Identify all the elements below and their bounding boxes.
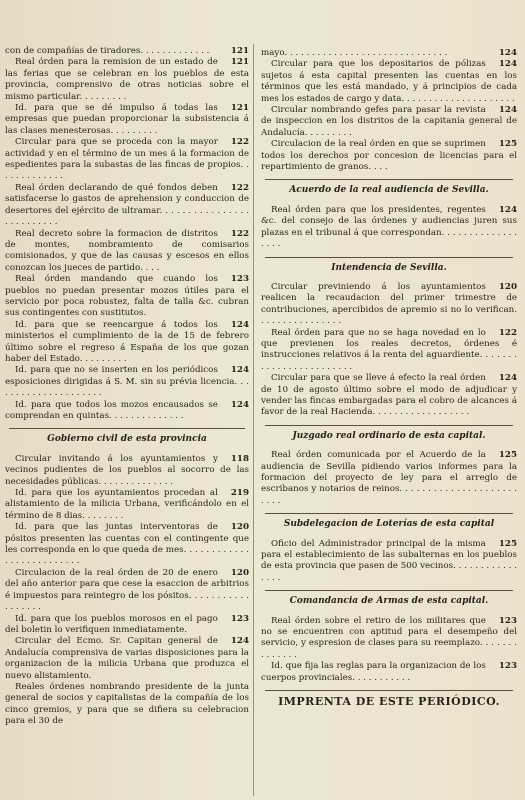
entry-text: Real órden sobre el retiro de los militares que no se encuentren con aptitud para el desempeño del servicio, y espresion de clases para su reemplazo. . . . . . . . . . . . . . <box>261 615 517 660</box>
section-rule <box>265 425 513 426</box>
index-entry <box>5 229 249 275</box>
heading-loterias: Subdelegacion de Loterías de esta capital <box>283 519 495 530</box>
page-number: 123 <box>230 274 249 285</box>
page-number: 122 <box>498 327 517 338</box>
entry-text: Id. para que se dé impulso á todas las empresas que puedan proporcionar la subsistencia á las clases menesterosas. . . . . . . . . <box>5 103 249 136</box>
index-entry <box>261 539 517 585</box>
entry-text: Circular para que los depositarios de pólizas sujetos á esta capital presenten las cuentas en los términos que les está mandado, y á principios de cada mes los estados de cargo y data. . . . . . . . . . . . . . . . . . . . . <box>261 59 517 104</box>
index-entry <box>5 682 249 728</box>
index-entry <box>5 488 249 522</box>
entry-text: Real órden mandando que cuando los pueblos no puedan presentar mozos útiles para el servicio por poca robustez, falta de talla &c. cubran sus contingentes con sustitutos. <box>5 274 249 319</box>
entry-text: Circulacion de la real órden en que se suprimen todos los derechos por concesion de licencias para el repartimiento de granos. . . . <box>261 139 517 173</box>
index-entry <box>5 103 249 137</box>
entry-text: Real órden declarando de qué fondos deben satisfacerse lo gastos de aprehension y conduccion de desertores del ejército de ultramar. . . . . . . . . . . . . . . . . . . . . . . . . . <box>5 182 249 228</box>
entry-text: Real órden comunicada por el Acuerdo de la audiencia de Sevilla pidiendo varios informes para la formacion del proyecto de ley para el arreglo de escribanos y notarios de reinos. . . . . . . . . . . . . . . . . . . . . . . . . <box>261 450 517 506</box>
page-number: 125 <box>498 139 517 150</box>
page-number: 121 <box>230 57 249 68</box>
index-entry <box>5 57 249 103</box>
index-entry <box>261 373 517 419</box>
page-number: 124 <box>230 365 249 376</box>
entry-text: Id. para que las juntas interventoras de pósitos presenten las cuentas con el contingente que les corresponda en lo que queda de mes. . . . . . . . . . . . . . . . . . . . . . . . . . <box>5 522 249 567</box>
column-divider <box>253 44 254 796</box>
page-number: 124 <box>230 636 249 647</box>
entry-text: Circular del Ecmo. Sr. Capitan general de Andalucía comprensiva de varias disposiciones para la organizacion de la milicia Urbana que produzca el nuevo alistamiento. <box>5 636 249 681</box>
entry-text: Id. que fija las reglas para la organizacion de los cuerpos provinciales. . . . . . . . . . . <box>261 661 486 683</box>
heading-intendencia: Intendencia de Sevilla. <box>331 262 447 273</box>
index-entry <box>261 105 517 139</box>
index-entry <box>5 137 249 183</box>
page-number: 124 <box>230 319 249 330</box>
index-entry <box>5 365 249 399</box>
index-entry <box>5 568 249 614</box>
index-entry <box>5 183 249 229</box>
index-entry <box>261 450 517 507</box>
heading-juzgado: Juzgado real ordinario de esta capital. <box>292 430 486 441</box>
section-rule <box>265 590 513 591</box>
index-entry <box>261 616 517 662</box>
index-entry <box>261 48 517 59</box>
heading-audiencia: Acuerdo de la real audiencia de Sevilla. <box>289 185 489 196</box>
index-entry <box>5 46 249 57</box>
page-number: 120 <box>230 522 249 533</box>
page-number: 120 <box>498 281 517 292</box>
entry-text: Circulacion de la real órden de 20 de enero del año anterior para que cese la esaccion de arbitrios é impuestos para reintegro de los pósitos. . . . . . . . . . . . . . . . . . <box>5 567 249 613</box>
left-column <box>5 46 249 728</box>
right-entries-1 <box>261 48 517 173</box>
index-entry <box>5 320 249 366</box>
index-entry <box>261 328 517 374</box>
index-entry <box>5 400 249 423</box>
entry-text: Id. para que los pueblos morosos en el pago del boletin lo verifiquen inmediatamente. <box>5 613 218 635</box>
entry-text: Circular invitando á los ayuntamientos y vecinos pudientes de los pueblos al socorro de las necesidades públicas. . . . . . . . . . . . . . <box>5 453 249 487</box>
heading-gobierno-civil: Gobierno civil de esta provincia <box>47 434 207 445</box>
page-number: 122 <box>230 182 249 193</box>
entry-text: Real órden para que los presidentes, regentes &c. del consejo de las órdenes y audiencias juren sus plazas en el tribunal á que correspondan. . . . . . . . . . . . . . . . . . <box>261 204 517 250</box>
page-number: 123 <box>498 615 517 626</box>
page-number: 122 <box>230 228 249 239</box>
entry-text: Circular nombrando gefes para pasar la revista de inspeccion en los distritos de la capitanía general de Andalucía. . . . . . . . . <box>261 105 517 138</box>
index-entry <box>5 522 249 568</box>
right-column <box>261 48 517 708</box>
entry-text: Circular para que se proceda con la mayor actividad y en el término de un mes á la formacion de espedientes para la subastas de las fincas de propios. . . . . . . . . . . . . <box>5 137 249 182</box>
page-number: 124 <box>498 204 517 215</box>
index-entry <box>5 636 249 682</box>
left-entries-2 <box>5 454 249 728</box>
entry-text: Id. para que todos los mozos encausados se comprendan en quintas. . . . . . . . . . . . . . <box>5 399 218 421</box>
section-rule <box>9 428 245 429</box>
index-entry <box>261 59 517 105</box>
entry-text: Oficio del Administrador principal de la misma para el establecimiento de las subalternas en los pueblos de esta provincia que pasen de 500 vecinos. . . . . . . . . . . . . . . . <box>261 538 517 583</box>
entry-text: Circular previniendo á los ayuntamientos realicen la recaudacion del primer trimestre de contribuciones, apercibidos de apremio si no lo verifican. . . . . . . . . . . . . . . . <box>261 281 517 327</box>
page-number: 120 <box>230 567 249 578</box>
page-number: 123 <box>498 661 517 672</box>
page-number: 124 <box>498 59 517 70</box>
section-rule <box>265 257 513 258</box>
page-number: 124 <box>498 373 517 384</box>
entry-text: Real órden para que no se haga novedad en lo que previenen los reales decretos, órdenes é instrucciones relativos á la renta del aguardiente. . . . . . . . . . . . . . . . . . . . . . . . <box>261 327 517 372</box>
index-entry <box>261 205 517 251</box>
entry-text: Id. para que los ayuntamientos procedan al alistamiento de la milicia Urbana, verificándolo en el término de 8 dias. . . . . . . . <box>5 488 249 521</box>
page-number: 122 <box>230 137 249 148</box>
right-entries-3 <box>261 282 517 419</box>
index-entry <box>261 139 517 173</box>
page-number: 124 <box>498 105 517 116</box>
index-entry <box>5 614 249 637</box>
page-number: 118 <box>230 453 249 464</box>
entry-text: con de compañías de tiradores. . . . . . . . . . . . . <box>5 46 210 56</box>
index-entry <box>5 274 249 320</box>
entry-text: Circular para que se lleve á efecto la real órden de 10 de agosto último sobre el modo de adjudicar y vender las fincas embargadas para el cobro de alcances á favor de la real Hacienda. . . . . . . . . . . . . . . . . . <box>261 373 517 418</box>
entry-text: Id. para que no se inserten en los periódicos esposiciones dirigidas á S. M. sin su prévia licencia. . . . . . . . . . . . . . . . . . . . . <box>5 365 249 399</box>
page-number: 124 <box>230 399 249 410</box>
page-number: 121 <box>230 103 249 114</box>
page-number: 219 <box>230 488 249 499</box>
section-rule <box>265 690 513 691</box>
index-entry <box>5 454 249 488</box>
right-entries-2 <box>261 205 517 251</box>
page-number: 123 <box>230 613 249 624</box>
right-entries-5 <box>261 539 517 585</box>
right-entries-4 <box>261 450 517 507</box>
left-entries-1 <box>5 46 249 422</box>
index-entry <box>261 661 517 684</box>
entry-text: Reales órdenes nombrando presidente de la junta general de socios y capitalistas de la compañía de los cinco gremios, y para que se difiera su celebracion para el 30 de <box>5 681 249 727</box>
entry-text: mayo. . . . . . . . . . . . . . . . . . . . . . . . . . . . . . <box>261 48 448 58</box>
section-rule <box>265 179 513 180</box>
page-number: 125 <box>498 450 517 461</box>
heading-comandancia: Comandancia de Armas de esta capital. <box>289 596 489 607</box>
page-number: 124 <box>498 48 517 58</box>
entry-text: Real órden para la remision de un estado de las ferias que se celebran en los pueblos de esta provincia, comprensivo de otras noticias sobre el mismo particular. . . . . . . . . <box>5 57 249 102</box>
right-entries-6 <box>261 616 517 684</box>
entry-text: Real decreto sobre la formacion de distritos de montes, nombramiento de comisarios comisionados, y que de las causas y escesos en ellos conozcan los jueces de partido. . . . <box>5 228 249 273</box>
page-number: 125 <box>498 538 517 549</box>
printer-footer: IMPRENTA DE ESTE PERIÓDICO. <box>278 695 500 709</box>
index-entry <box>261 282 517 328</box>
page-number: 121 <box>230 46 249 56</box>
section-rule <box>265 513 513 514</box>
entry-text: Id. para que se reencargue á todos los ministerios el cumplimiento de la de 15 de febrero último sobre el regreso á España de los que gozan haber del Estado. . . . . . . . . <box>5 319 249 364</box>
